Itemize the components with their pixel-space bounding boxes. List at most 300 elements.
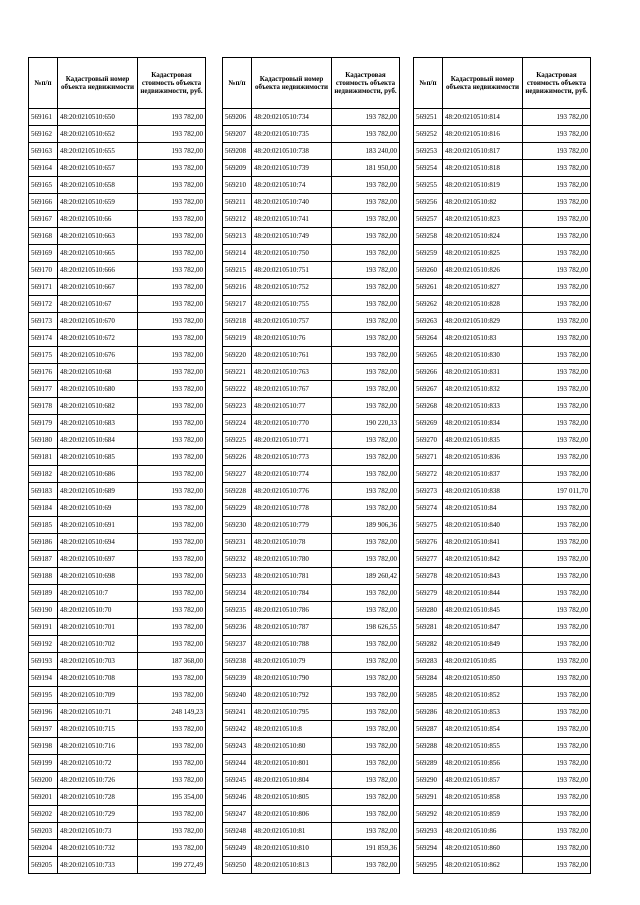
cadastral-number: 48:20:0210510:853 — [443, 704, 523, 721]
table-row — [414, 789, 591, 806]
row-number: 569182 — [29, 466, 58, 483]
table-row — [223, 296, 400, 313]
cadastral-value: 183 240,00 — [332, 143, 400, 160]
cadastral-number: 48:20:0210510:842 — [443, 551, 523, 568]
cadastral-number: 48:20:0210510:685 — [58, 449, 138, 466]
cadastral-number: 48:20:0210510:813 — [252, 857, 332, 874]
row-number: 569259 — [414, 245, 443, 262]
cadastral-number: 48:20:0210510:85 — [443, 653, 523, 670]
table-row — [414, 772, 591, 789]
cadastral-value: 193 782,00 — [332, 398, 400, 415]
cadastral-number: 48:20:0210510:858 — [443, 789, 523, 806]
cadastral-number: 48:20:0210510:70 — [58, 602, 138, 619]
cadastral-value: 193 782,00 — [523, 279, 591, 296]
cadastral-number: 48:20:0210510:733 — [58, 857, 138, 874]
row-number: 569233 — [223, 568, 252, 585]
cadastral-table-1 — [28, 57, 206, 874]
row-number: 569286 — [414, 704, 443, 721]
cadastral-value: 193 782,00 — [332, 364, 400, 381]
table-row — [414, 840, 591, 857]
cadastral-number: 48:20:0210510:82 — [443, 194, 523, 211]
table-body — [414, 109, 591, 874]
cadastral-number: 48:20:0210510:854 — [443, 721, 523, 738]
cadastral-number: 48:20:0210510:80 — [252, 738, 332, 755]
cadastral-value: 193 782,00 — [332, 262, 400, 279]
cadastral-number: 48:20:0210510:728 — [58, 789, 138, 806]
table-row — [223, 806, 400, 823]
row-number: 569166 — [29, 194, 58, 211]
row-number: 569196 — [29, 704, 58, 721]
cadastral-number: 48:20:0210510:658 — [58, 177, 138, 194]
cadastral-number: 48:20:0210510:686 — [58, 466, 138, 483]
cadastral-number: 48:20:0210510:683 — [58, 415, 138, 432]
cadastral-number: 48:20:0210510:694 — [58, 534, 138, 551]
cadastral-number: 48:20:0210510:84 — [443, 500, 523, 517]
cadastral-number: 48:20:0210510:86 — [443, 823, 523, 840]
cadastral-number: 48:20:0210510:750 — [252, 245, 332, 262]
cadastral-number: 48:20:0210510:771 — [252, 432, 332, 449]
table-row — [29, 670, 206, 687]
cadastral-value: 193 782,00 — [138, 126, 206, 143]
row-number: 569175 — [29, 347, 58, 364]
cadastral-value: 193 782,00 — [138, 415, 206, 432]
cadastral-number: 48:20:0210510:8 — [252, 721, 332, 738]
row-number: 569211 — [223, 194, 252, 211]
cadastral-number: 48:20:0210510:818 — [443, 160, 523, 177]
cadastral-value: 193 782,00 — [332, 483, 400, 500]
table-row — [414, 245, 591, 262]
cadastral-value: 193 782,00 — [138, 109, 206, 126]
cadastral-number: 48:20:0210510:781 — [252, 568, 332, 585]
row-number: 569168 — [29, 228, 58, 245]
table-row — [223, 602, 400, 619]
row-number: 569274 — [414, 500, 443, 517]
table-row — [29, 517, 206, 534]
table-row — [29, 466, 206, 483]
cadastral-number: 48:20:0210510:843 — [443, 568, 523, 585]
cadastral-value: 193 782,00 — [332, 330, 400, 347]
row-number: 569256 — [414, 194, 443, 211]
cadastral-value: 193 782,00 — [332, 721, 400, 738]
cadastral-number: 48:20:0210510:855 — [443, 738, 523, 755]
table-row — [223, 823, 400, 840]
table-row — [223, 619, 400, 636]
cadastral-value: 193 782,00 — [138, 687, 206, 704]
table-row — [414, 670, 591, 687]
table-row — [223, 483, 400, 500]
table-header-row — [29, 58, 206, 109]
row-number: 569210 — [223, 177, 252, 194]
cadastral-value: 193 782,00 — [523, 772, 591, 789]
cadastral-number: 48:20:0210510:682 — [58, 398, 138, 415]
row-number: 569230 — [223, 517, 252, 534]
row-number: 569163 — [29, 143, 58, 160]
row-number: 569281 — [414, 619, 443, 636]
table-row — [29, 398, 206, 415]
row-number: 569172 — [29, 296, 58, 313]
row-number: 569207 — [223, 126, 252, 143]
cadastral-number: 48:20:0210510:69 — [58, 500, 138, 517]
cadastral-number: 48:20:0210510:732 — [58, 840, 138, 857]
cadastral-value: 193 782,00 — [138, 823, 206, 840]
cadastral-number: 48:20:0210510:787 — [252, 619, 332, 636]
table-row — [29, 721, 206, 738]
row-number: 569190 — [29, 602, 58, 619]
cadastral-number: 48:20:0210510:832 — [443, 381, 523, 398]
row-number: 569217 — [223, 296, 252, 313]
table-row — [223, 653, 400, 670]
row-number: 569288 — [414, 738, 443, 755]
table-row — [29, 857, 206, 874]
cadastral-number: 48:20:0210510:859 — [443, 806, 523, 823]
row-number: 569174 — [29, 330, 58, 347]
table-row — [414, 619, 591, 636]
table-row — [223, 364, 400, 381]
table-row — [414, 568, 591, 585]
cadastral-value: 193 782,00 — [523, 619, 591, 636]
cadastral-table-3 — [413, 57, 591, 874]
cadastral-value: 193 782,00 — [523, 432, 591, 449]
row-number: 569245 — [223, 772, 252, 789]
cadastral-value: 193 782,00 — [523, 687, 591, 704]
cadastral-value: 193 782,00 — [138, 466, 206, 483]
cadastral-value: 193 782,00 — [523, 160, 591, 177]
row-number: 569189 — [29, 585, 58, 602]
header-cadastral-number: Кадастровый номер объекта недвижимости — [252, 58, 332, 109]
cadastral-value: 193 782,00 — [332, 500, 400, 517]
table-row — [29, 551, 206, 568]
table-row — [29, 619, 206, 636]
table-row — [223, 245, 400, 262]
cadastral-value: 193 782,00 — [332, 585, 400, 602]
cadastral-value: 193 782,00 — [138, 262, 206, 279]
row-number: 569203 — [29, 823, 58, 840]
row-number: 569295 — [414, 857, 443, 874]
row-number: 569223 — [223, 398, 252, 415]
cadastral-table-2 — [222, 57, 400, 874]
table-row — [29, 313, 206, 330]
cadastral-value: 193 782,00 — [138, 619, 206, 636]
cadastral-value: 191 859,36 — [332, 840, 400, 857]
cadastral-number: 48:20:0210510:819 — [443, 177, 523, 194]
row-number: 569285 — [414, 687, 443, 704]
cadastral-number: 48:20:0210510:709 — [58, 687, 138, 704]
cadastral-number: 48:20:0210510:838 — [443, 483, 523, 500]
table-row — [414, 551, 591, 568]
row-number: 569215 — [223, 262, 252, 279]
table-row — [223, 534, 400, 551]
cadastral-number: 48:20:0210510:862 — [443, 857, 523, 874]
table-row — [223, 857, 400, 874]
row-number: 569290 — [414, 772, 443, 789]
table-row — [223, 330, 400, 347]
cadastral-number: 48:20:0210510:708 — [58, 670, 138, 687]
cadastral-value: 193 782,00 — [523, 398, 591, 415]
cadastral-value: 193 782,00 — [523, 653, 591, 670]
cadastral-number: 48:20:0210510:670 — [58, 313, 138, 330]
table-row — [29, 160, 206, 177]
table-row — [223, 160, 400, 177]
cadastral-value: 193 782,00 — [523, 262, 591, 279]
header-cadastral-number: Кадастровый номер объекта недвижимости — [443, 58, 523, 109]
cadastral-value: 193 782,00 — [138, 483, 206, 500]
table-row — [223, 126, 400, 143]
cadastral-number: 48:20:0210510:860 — [443, 840, 523, 857]
table-row — [414, 704, 591, 721]
cadastral-value: 193 782,00 — [138, 738, 206, 755]
cadastral-value: 193 782,00 — [138, 449, 206, 466]
row-number: 569165 — [29, 177, 58, 194]
table-row — [29, 636, 206, 653]
cadastral-value: 193 782,00 — [523, 330, 591, 347]
row-number: 569164 — [29, 160, 58, 177]
table-row — [414, 755, 591, 772]
cadastral-value: 193 782,00 — [138, 313, 206, 330]
table-row — [223, 313, 400, 330]
cadastral-number: 48:20:0210510:702 — [58, 636, 138, 653]
table-row — [223, 194, 400, 211]
cadastral-number: 48:20:0210510:761 — [252, 347, 332, 364]
cadastral-value: 187 368,00 — [138, 653, 206, 670]
cadastral-value: 193 782,00 — [523, 670, 591, 687]
cadastral-value: 193 782,00 — [332, 381, 400, 398]
header-cadastral-value: Кадастровая стоимость объекта недвижимости, руб. — [523, 58, 591, 109]
cadastral-value: 193 782,00 — [332, 279, 400, 296]
cadastral-value: 193 782,00 — [332, 313, 400, 330]
cadastral-value: 193 782,00 — [523, 415, 591, 432]
cadastral-number: 48:20:0210510:7 — [58, 585, 138, 602]
table-row — [29, 432, 206, 449]
cadastral-value: 193 782,00 — [138, 755, 206, 772]
row-number: 569198 — [29, 738, 58, 755]
cadastral-number: 48:20:0210510:847 — [443, 619, 523, 636]
cadastral-value: 193 782,00 — [332, 823, 400, 840]
cadastral-value: 193 782,00 — [332, 653, 400, 670]
cadastral-number: 48:20:0210510:784 — [252, 585, 332, 602]
cadastral-value: 193 782,00 — [138, 364, 206, 381]
row-number: 569265 — [414, 347, 443, 364]
table-row — [29, 823, 206, 840]
cadastral-number: 48:20:0210510:836 — [443, 449, 523, 466]
row-number: 569214 — [223, 245, 252, 262]
cadastral-number: 48:20:0210510:697 — [58, 551, 138, 568]
row-number: 569293 — [414, 823, 443, 840]
table-header-row — [414, 58, 591, 109]
cadastral-number: 48:20:0210510:806 — [252, 806, 332, 823]
row-number: 569283 — [414, 653, 443, 670]
cadastral-value: 193 782,00 — [523, 449, 591, 466]
cadastral-value: 248 149,23 — [138, 704, 206, 721]
cadastral-value: 193 782,00 — [523, 551, 591, 568]
header-cadastral-value: Кадастровая стоимость объекта недвижимости, руб. — [332, 58, 400, 109]
cadastral-value: 193 782,00 — [138, 670, 206, 687]
row-number: 569282 — [414, 636, 443, 653]
cadastral-number: 48:20:0210510:76 — [252, 330, 332, 347]
row-number: 569218 — [223, 313, 252, 330]
cadastral-value: 193 782,00 — [138, 143, 206, 160]
cadastral-value: 193 782,00 — [523, 755, 591, 772]
table-row — [414, 738, 591, 755]
cadastral-value: 193 782,00 — [523, 840, 591, 857]
cadastral-value: 193 782,00 — [523, 177, 591, 194]
row-number: 569264 — [414, 330, 443, 347]
cadastral-value: 193 782,00 — [138, 772, 206, 789]
cadastral-value: 193 782,00 — [332, 177, 400, 194]
table-row — [414, 279, 591, 296]
row-number: 569263 — [414, 313, 443, 330]
table-row — [223, 177, 400, 194]
cadastral-value: 193 782,00 — [523, 806, 591, 823]
table-row — [223, 517, 400, 534]
cadastral-number: 48:20:0210510:804 — [252, 772, 332, 789]
row-number: 569275 — [414, 517, 443, 534]
cadastral-value: 193 782,00 — [138, 194, 206, 211]
cadastral-value: 193 782,00 — [523, 823, 591, 840]
row-number: 569241 — [223, 704, 252, 721]
cadastral-value: 193 782,00 — [523, 245, 591, 262]
table-row — [414, 687, 591, 704]
row-number: 569221 — [223, 364, 252, 381]
row-number: 569162 — [29, 126, 58, 143]
cadastral-number: 48:20:0210510:741 — [252, 211, 332, 228]
cadastral-value: 193 782,00 — [332, 551, 400, 568]
cadastral-value: 193 782,00 — [332, 109, 400, 126]
row-number: 569185 — [29, 517, 58, 534]
header-cadastral-number: Кадастровый номер объекта недвижимости — [58, 58, 138, 109]
row-number: 569270 — [414, 432, 443, 449]
cadastral-value: 193 782,00 — [138, 551, 206, 568]
table-row — [223, 687, 400, 704]
row-number: 569228 — [223, 483, 252, 500]
table-row — [414, 296, 591, 313]
cadastral-value: 193 782,00 — [332, 738, 400, 755]
cadastral-value: 193 782,00 — [332, 432, 400, 449]
row-number: 569224 — [223, 415, 252, 432]
cadastral-number: 48:20:0210510:805 — [252, 789, 332, 806]
row-number: 569186 — [29, 534, 58, 551]
cadastral-number: 48:20:0210510:691 — [58, 517, 138, 534]
row-number: 569183 — [29, 483, 58, 500]
table-row — [414, 500, 591, 517]
cadastral-number: 48:20:0210510:817 — [443, 143, 523, 160]
row-number: 569222 — [223, 381, 252, 398]
cadastral-number: 48:20:0210510:814 — [443, 109, 523, 126]
cadastral-value: 193 782,00 — [523, 517, 591, 534]
table-row — [223, 738, 400, 755]
cadastral-value: 193 782,00 — [138, 602, 206, 619]
cadastral-value: 193 782,00 — [138, 330, 206, 347]
cadastral-number: 48:20:0210510:657 — [58, 160, 138, 177]
row-number: 569278 — [414, 568, 443, 585]
table-row — [414, 381, 591, 398]
row-number: 569272 — [414, 466, 443, 483]
cadastral-number: 48:20:0210510:667 — [58, 279, 138, 296]
table-row — [29, 755, 206, 772]
table-row — [29, 364, 206, 381]
row-number: 569180 — [29, 432, 58, 449]
row-number: 569213 — [223, 228, 252, 245]
cadastral-value: 199 272,49 — [138, 857, 206, 874]
table-row — [29, 449, 206, 466]
table-row — [414, 534, 591, 551]
row-number: 569225 — [223, 432, 252, 449]
table-row — [223, 721, 400, 738]
cadastral-number: 48:20:0210510:67 — [58, 296, 138, 313]
row-number: 569194 — [29, 670, 58, 687]
row-number: 569261 — [414, 279, 443, 296]
table-row — [414, 143, 591, 160]
table-row — [29, 347, 206, 364]
cadastral-value: 193 782,00 — [332, 194, 400, 211]
cadastral-value: 193 782,00 — [523, 585, 591, 602]
cadastral-value: 193 782,00 — [138, 517, 206, 534]
row-number: 569239 — [223, 670, 252, 687]
row-number: 569169 — [29, 245, 58, 262]
cadastral-value: 193 782,00 — [332, 347, 400, 364]
row-number: 569262 — [414, 296, 443, 313]
cadastral-value: 193 782,00 — [138, 279, 206, 296]
cadastral-number: 48:20:0210510:816 — [443, 126, 523, 143]
table-row — [223, 636, 400, 653]
cadastral-number: 48:20:0210510:740 — [252, 194, 332, 211]
cadastral-number: 48:20:0210510:776 — [252, 483, 332, 500]
cadastral-number: 48:20:0210510:659 — [58, 194, 138, 211]
table-row — [414, 177, 591, 194]
table-row — [223, 840, 400, 857]
row-number: 569197 — [29, 721, 58, 738]
header-num: №п/п — [223, 58, 252, 109]
row-number: 569208 — [223, 143, 252, 160]
cadastral-number: 48:20:0210510:829 — [443, 313, 523, 330]
table-row — [29, 585, 206, 602]
cadastral-number: 48:20:0210510:767 — [252, 381, 332, 398]
cadastral-number: 48:20:0210510:841 — [443, 534, 523, 551]
cadastral-value: 189 906,36 — [332, 517, 400, 534]
row-number: 569267 — [414, 381, 443, 398]
cadastral-number: 48:20:0210510:844 — [443, 585, 523, 602]
cadastral-number: 48:20:0210510:751 — [252, 262, 332, 279]
row-number: 569252 — [414, 126, 443, 143]
cadastral-value: 193 782,00 — [332, 704, 400, 721]
row-number: 569292 — [414, 806, 443, 823]
cadastral-number: 48:20:0210510:77 — [252, 398, 332, 415]
table-row — [414, 857, 591, 874]
row-number: 569187 — [29, 551, 58, 568]
cadastral-number: 48:20:0210510:66 — [58, 211, 138, 228]
table-row — [29, 126, 206, 143]
row-number: 569236 — [223, 619, 252, 636]
table-row — [223, 279, 400, 296]
cadastral-number: 48:20:0210510:845 — [443, 602, 523, 619]
cadastral-value: 193 782,00 — [523, 228, 591, 245]
row-number: 569216 — [223, 279, 252, 296]
cadastral-value: 193 782,00 — [523, 364, 591, 381]
row-number: 569244 — [223, 755, 252, 772]
row-number: 569206 — [223, 109, 252, 126]
table-row — [29, 143, 206, 160]
cadastral-value: 193 782,00 — [332, 687, 400, 704]
cadastral-number: 48:20:0210510:833 — [443, 398, 523, 415]
table-row — [414, 211, 591, 228]
row-number: 569279 — [414, 585, 443, 602]
row-number: 569280 — [414, 602, 443, 619]
table-row — [414, 398, 591, 415]
table-row — [414, 109, 591, 126]
cadastral-value: 193 782,00 — [332, 670, 400, 687]
cadastral-number: 48:20:0210510:716 — [58, 738, 138, 755]
cadastral-value: 193 782,00 — [138, 432, 206, 449]
cadastral-value: 198 626,55 — [332, 619, 400, 636]
